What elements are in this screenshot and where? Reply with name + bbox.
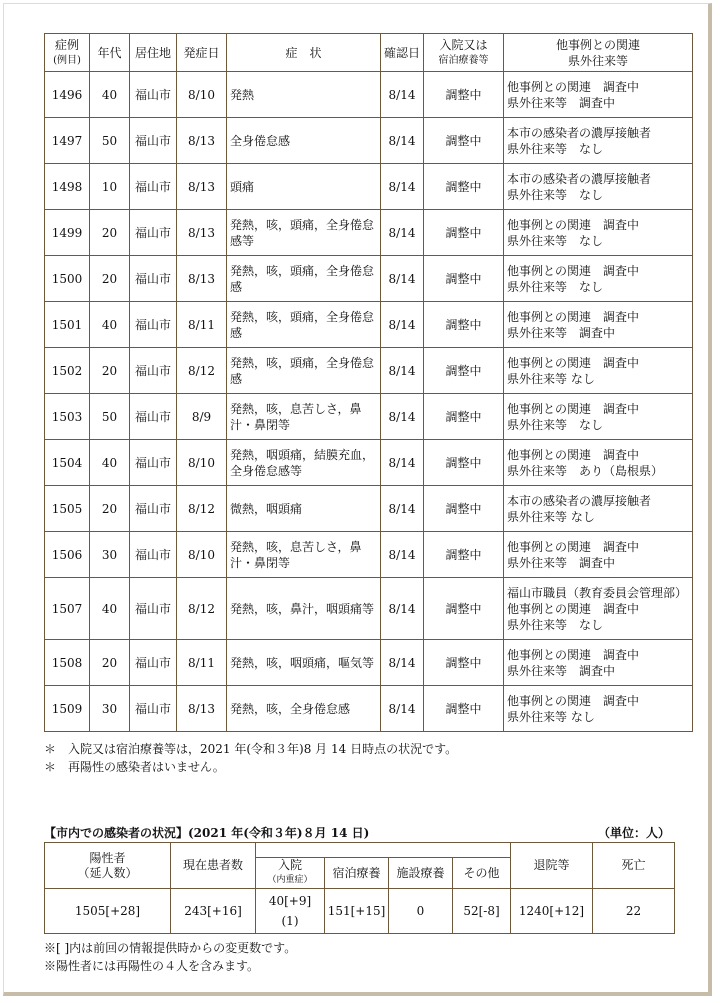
table-row <box>45 164 693 210</box>
cell-onset: 8/9 <box>177 394 227 440</box>
table-row <box>45 394 693 440</box>
cell-onset: 8/13 <box>177 686 227 732</box>
value-hospitalized: 40[+9] (1) <box>256 889 325 934</box>
header-lodging: 宿泊療養 <box>325 858 389 889</box>
value-facility: 0 <box>389 889 453 934</box>
cell-relation <box>504 72 693 118</box>
cell-symptoms: 発熱，咳，頭痛，全身倦怠感 <box>227 348 381 394</box>
cell-age: 40 <box>90 578 130 640</box>
relation-line: 県外往来等 なし <box>507 617 604 632</box>
cell-age: 50 <box>90 394 130 440</box>
cell-symptoms: 発熱，咳，頭痛，全身倦怠感等 <box>227 210 381 256</box>
relation-line: 他事例との関連 調査中 <box>507 601 640 616</box>
cell-status: 調整中 <box>424 532 504 578</box>
cell-symptoms: 全身倦怠感 <box>227 118 381 164</box>
table-row <box>45 348 693 394</box>
cell-onset: 8/13 <box>177 164 227 210</box>
cell-symptoms: 発熱，咳，息苦しさ，鼻汁・鼻閉等 <box>227 394 381 440</box>
cell-confirmed: 8/14 <box>381 164 424 210</box>
relation-line: 県外往来等 あり（島根県） <box>507 463 664 478</box>
cell-status: 調整中 <box>424 210 504 256</box>
cell-status: 調整中 <box>424 578 504 640</box>
table-row <box>45 440 693 486</box>
cell-status: 調整中 <box>424 486 504 532</box>
footnote-line: ※陽性者には再陽性の４人を含みます。 <box>44 959 260 973</box>
cell-symptoms: 発熱 <box>227 72 381 118</box>
cell-relation <box>504 302 693 348</box>
cell-status: 調整中 <box>424 118 504 164</box>
cell-relation <box>504 164 693 210</box>
table-row <box>45 578 693 640</box>
cell-status: 調整中 <box>424 302 504 348</box>
relation-line: 他事例との関連 調査中 <box>507 447 640 462</box>
cell-symptoms: 発熱，咳，息苦しさ，鼻汁・鼻閉等 <box>227 532 381 578</box>
cell-age: 20 <box>90 640 130 686</box>
cell-relation <box>504 440 693 486</box>
cell-residence: 福山市 <box>130 440 177 486</box>
cell-age: 30 <box>90 686 130 732</box>
relation-line: 県外往来等 調査中 <box>507 325 616 340</box>
footnotes <box>44 939 296 975</box>
relation-line: 他事例との関連 調査中 <box>507 693 640 708</box>
cell-status: 調整中 <box>424 394 504 440</box>
cell-confirmed: 8/14 <box>381 210 424 256</box>
cell-onset: 8/13 <box>177 210 227 256</box>
cell-residence: 福山市 <box>130 256 177 302</box>
table-row <box>45 532 693 578</box>
header-death: 死亡 <box>593 843 675 889</box>
cell-case-no: 1502 <box>45 348 90 394</box>
value-positive: 1505[+28] <box>45 889 171 934</box>
cell-symptoms: 微熱，咽頭痛 <box>227 486 381 532</box>
table-row <box>45 640 693 686</box>
cell-residence: 福山市 <box>130 486 177 532</box>
relation-line: 県外往来等 調査中 <box>507 95 616 110</box>
cell-confirmed: 8/14 <box>381 72 424 118</box>
cell-relation <box>504 210 693 256</box>
cell-status: 調整中 <box>424 440 504 486</box>
relation-line: 県外往来等 調査中 <box>507 663 616 678</box>
cell-onset: 8/13 <box>177 256 227 302</box>
cell-confirmed: 8/14 <box>381 256 424 302</box>
relation-line: 福山市職員（教育委員会管理部） <box>507 585 688 600</box>
cell-relation <box>504 348 693 394</box>
cell-symptoms: 発熱，咳，鼻汁，咽頭痛等 <box>227 578 381 640</box>
cell-case-no: 1497 <box>45 118 90 164</box>
header-age: 年代 <box>90 34 130 72</box>
cell-confirmed: 8/14 <box>381 440 424 486</box>
cell-residence: 福山市 <box>130 348 177 394</box>
status-table <box>44 842 675 934</box>
value-discharged: 1240[+12] <box>511 889 593 934</box>
relation-line: 他事例との関連 調査中 <box>507 355 640 370</box>
cell-onset: 8/11 <box>177 302 227 348</box>
cell-case-no: 1505 <box>45 486 90 532</box>
cell-age: 20 <box>90 210 130 256</box>
header-current-breakdown <box>256 843 511 858</box>
cell-onset: 8/10 <box>177 72 227 118</box>
cell-age: 40 <box>90 440 130 486</box>
cell-age: 20 <box>90 256 130 302</box>
cell-case-no: 1501 <box>45 302 90 348</box>
cell-case-no: 1507 <box>45 578 90 640</box>
case-table <box>44 33 693 732</box>
relation-line: 県外往来等 なし <box>507 233 604 248</box>
table-row <box>45 210 693 256</box>
cell-symptoms: 発熱，咳，咽頭痛，嘔気等 <box>227 640 381 686</box>
header-confirmed: 確認日 <box>381 34 424 72</box>
relation-line: 本市の感染者の濃厚接触者 <box>507 493 652 508</box>
header-residence: 居住地 <box>130 34 177 72</box>
cell-case-no: 1498 <box>45 164 90 210</box>
relation-line: 本市の感染者の濃厚接触者 <box>507 171 652 186</box>
cell-relation <box>504 118 693 164</box>
footnote-line: ※[ ]内は前回の情報提供時からの変更数です。 <box>44 941 297 955</box>
value-other: 52[-8] <box>453 889 511 934</box>
cell-case-no: 1500 <box>45 256 90 302</box>
cell-case-no: 1509 <box>45 686 90 732</box>
cell-residence: 福山市 <box>130 686 177 732</box>
table-row <box>45 72 693 118</box>
cell-confirmed: 8/14 <box>381 686 424 732</box>
cell-relation <box>504 640 693 686</box>
cell-case-no: 1496 <box>45 72 90 118</box>
cell-residence: 福山市 <box>130 210 177 256</box>
cell-confirmed: 8/14 <box>381 486 424 532</box>
relation-line: 他事例との関連 調査中 <box>507 309 640 324</box>
cell-confirmed: 8/14 <box>381 302 424 348</box>
relation-line: 県外往来等 なし <box>507 417 604 432</box>
header-case-no: 症例 (例目) <box>45 34 90 72</box>
cell-case-no: 1508 <box>45 640 90 686</box>
unit-label: （単位：人） <box>597 826 670 840</box>
cell-status: 調整中 <box>424 164 504 210</box>
cell-age: 30 <box>90 532 130 578</box>
cell-residence: 福山市 <box>130 302 177 348</box>
relation-line: 県外往来等 なし <box>507 187 604 202</box>
header-positive: 陽性者 （延人数） <box>45 843 171 889</box>
cell-residence: 福山市 <box>130 640 177 686</box>
relation-line: 県外往来等 なし <box>507 509 595 524</box>
status-title-text: 【市内での感染者の状況】(2021 年(令和３年)８月 14 日) <box>44 826 370 840</box>
relation-line: 県外往来等 調査中 <box>507 555 616 570</box>
cell-status: 調整中 <box>424 72 504 118</box>
relation-line: 県外往来等 なし <box>507 279 604 294</box>
relation-line: 本市の感染者の濃厚接触者 <box>507 125 652 140</box>
cell-onset: 8/10 <box>177 440 227 486</box>
cell-age: 50 <box>90 118 130 164</box>
cell-case-no: 1499 <box>45 210 90 256</box>
cell-age: 20 <box>90 486 130 532</box>
cell-relation <box>504 256 693 302</box>
cell-confirmed: 8/14 <box>381 578 424 640</box>
cell-status: 調整中 <box>424 348 504 394</box>
cell-status: 調整中 <box>424 256 504 302</box>
table-row <box>45 486 693 532</box>
cell-age: 10 <box>90 164 130 210</box>
cell-relation <box>504 394 693 440</box>
table-row <box>45 686 693 732</box>
cell-onset: 8/12 <box>177 486 227 532</box>
cell-symptoms: 発熱，咳，頭痛，全身倦怠感 <box>227 302 381 348</box>
relation-line: 他事例との関連 調査中 <box>507 539 640 554</box>
status-title <box>44 824 670 841</box>
relation-line: 他事例との関連 調査中 <box>507 647 640 662</box>
cell-residence: 福山市 <box>130 578 177 640</box>
notes <box>44 740 457 776</box>
header-discharged: 退院等 <box>511 843 593 889</box>
cell-confirmed: 8/14 <box>381 532 424 578</box>
cell-age: 40 <box>90 72 130 118</box>
relation-line: 県外往来等 なし <box>507 709 595 724</box>
table-row <box>45 118 693 164</box>
relation-line: 他事例との関連 調査中 <box>507 263 640 278</box>
header-other: その他 <box>453 858 511 889</box>
case-table-header <box>45 34 693 72</box>
cell-confirmed: 8/14 <box>381 118 424 164</box>
cell-confirmed: 8/14 <box>381 640 424 686</box>
cell-status: 調整中 <box>424 640 504 686</box>
cell-confirmed: 8/14 <box>381 394 424 440</box>
cell-onset: 8/10 <box>177 532 227 578</box>
cell-case-no: 1503 <box>45 394 90 440</box>
cell-onset: 8/11 <box>177 640 227 686</box>
cell-onset: 8/12 <box>177 348 227 394</box>
cell-residence: 福山市 <box>130 118 177 164</box>
relation-line: 他事例との関連 調査中 <box>507 79 640 94</box>
header-hospitalized: 入院 （内重症） <box>256 858 325 889</box>
relation-line: 他事例との関連 調査中 <box>507 401 640 416</box>
header-symptoms: 症 状 <box>227 34 381 72</box>
cell-residence: 福山市 <box>130 394 177 440</box>
value-lodging: 151[+15] <box>325 889 389 934</box>
note-line: ＊ 入院又は宿泊療養等は，2021 年(令和３年)8 月 14 日時点の状況です。 <box>44 742 458 756</box>
cell-relation <box>504 578 693 640</box>
cell-case-no: 1506 <box>45 532 90 578</box>
cell-onset: 8/13 <box>177 118 227 164</box>
cell-case-no: 1504 <box>45 440 90 486</box>
value-death: 22 <box>593 889 675 934</box>
relation-line: 県外往来等 なし <box>507 371 595 386</box>
cell-symptoms: 発熱，咳，頭痛，全身倦怠感 <box>227 256 381 302</box>
cell-age: 40 <box>90 302 130 348</box>
cell-symptoms: 発熱，咳，全身倦怠感 <box>227 686 381 732</box>
cell-residence: 福山市 <box>130 72 177 118</box>
cell-onset: 8/12 <box>177 578 227 640</box>
header-relation: 他事例との関連 県外往来等 <box>504 34 693 72</box>
cell-confirmed: 8/14 <box>381 348 424 394</box>
cell-status: 調整中 <box>424 686 504 732</box>
relation-line: 他事例との関連 調査中 <box>507 217 640 232</box>
header-hospital: 入院又は 宿泊療養等 <box>424 34 504 72</box>
cell-relation <box>504 686 693 732</box>
cell-residence: 福山市 <box>130 164 177 210</box>
cell-residence: 福山市 <box>130 532 177 578</box>
value-current: 243[+16] <box>171 889 256 934</box>
table-row <box>45 256 693 302</box>
table-row <box>45 302 693 348</box>
cell-symptoms: 頭痛 <box>227 164 381 210</box>
header-facility: 施設療養 <box>389 858 453 889</box>
note-line: ＊ 再陽性の感染者はいません。 <box>44 760 225 774</box>
cell-symptoms: 発熱，咽頭痛，結膜充血，全身倦怠感等 <box>227 440 381 486</box>
cell-age: 20 <box>90 348 130 394</box>
header-onset: 発症日 <box>177 34 227 72</box>
relation-line: 県外往来等 なし <box>507 141 604 156</box>
cell-relation <box>504 532 693 578</box>
header-current: 現在患者数 <box>171 843 256 889</box>
cell-relation <box>504 486 693 532</box>
